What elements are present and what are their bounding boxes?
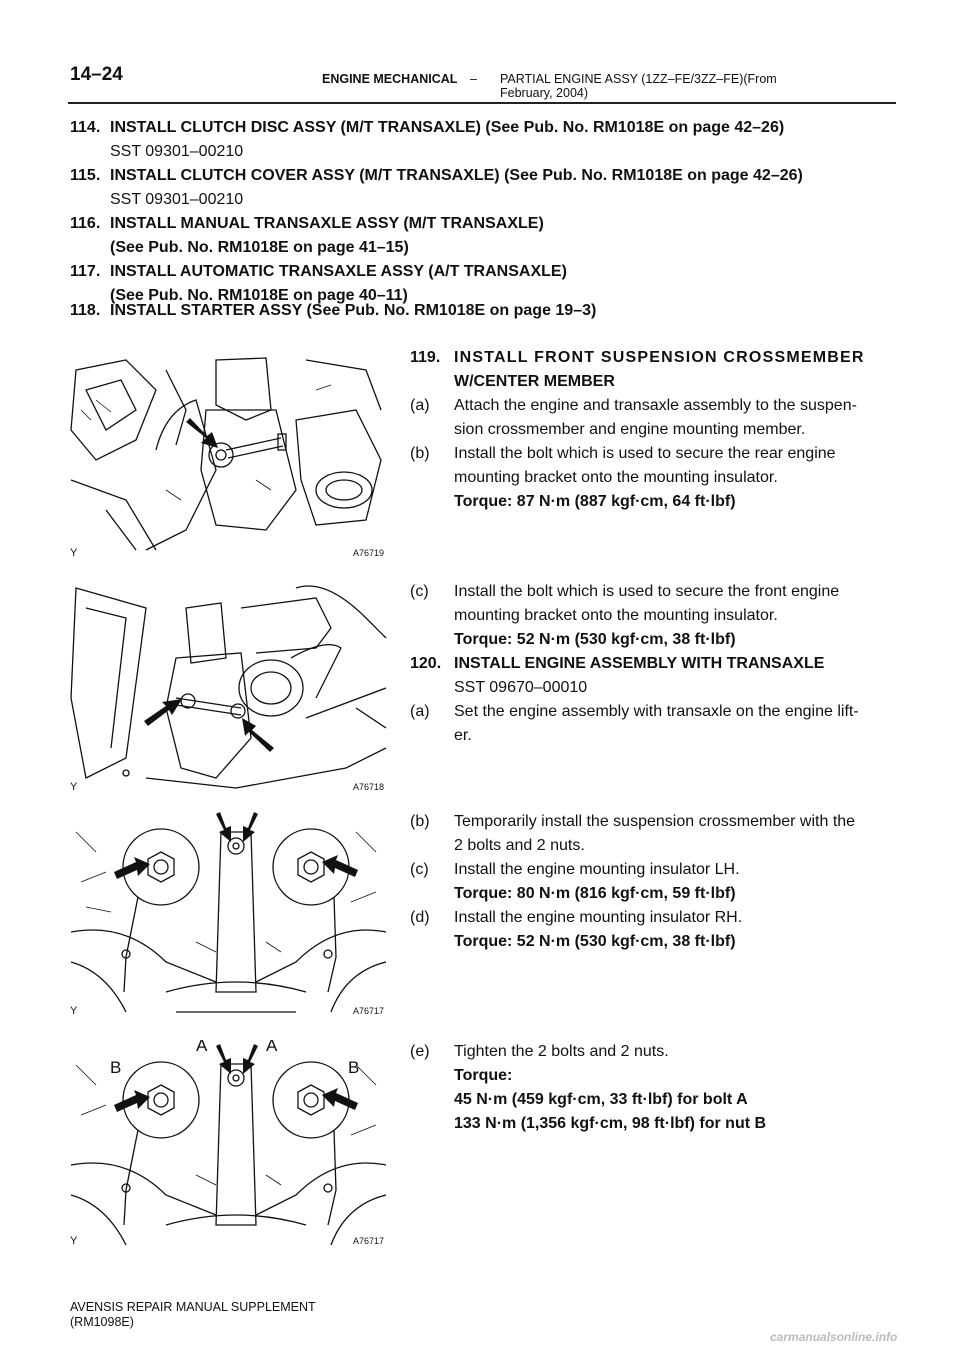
figure-front-mount-drawing bbox=[66, 578, 388, 794]
figure-3-id: A76717 bbox=[352, 1006, 384, 1016]
step-119-c-line1: Install the bolt which is used to secure the front engine bbox=[454, 583, 840, 600]
header-rule bbox=[68, 102, 896, 104]
step-115-num: 115. bbox=[70, 167, 101, 184]
step-120-sst: SST 09670–00010 bbox=[454, 679, 588, 696]
figure-4-label-a-left: A bbox=[196, 1040, 208, 1055]
figure-1-id: A76719 bbox=[352, 548, 384, 558]
header-subtitle bbox=[500, 72, 800, 100]
figure-4-corner-mark: Y bbox=[70, 1235, 78, 1247]
figure-rear-mount-drawing bbox=[66, 350, 388, 560]
step-119-a-line2: sion crossmember and engine mounting member. bbox=[454, 421, 806, 438]
step-120-e-torque-nut-b: 133 N·m (1,356 kgf·cm, 98 ft·lbf) for nut B bbox=[454, 1115, 767, 1132]
figure-4-label-b-right: B bbox=[348, 1058, 360, 1077]
figure-rear-mount bbox=[66, 350, 388, 560]
step-120-e-torque-label: Torque: bbox=[454, 1067, 513, 1084]
section-title: ENGINE MECHANICAL bbox=[322, 72, 458, 86]
footer-manual-code: (RM1098E) bbox=[70, 1315, 134, 1329]
step-115-sst: SST 09301–00210 bbox=[110, 191, 244, 208]
step-120-d-line1: Install the engine mounting insulator RH. bbox=[454, 909, 743, 926]
step-119-b-label: (b) bbox=[410, 445, 430, 462]
step-119-b-line2: mounting bracket onto the mounting insulator. bbox=[454, 469, 778, 486]
step-120-a-line2: er. bbox=[454, 727, 472, 744]
header-dash: – bbox=[470, 72, 477, 86]
step-120-num: 120. bbox=[410, 655, 442, 672]
step-120-a-label: (a) bbox=[410, 703, 430, 720]
step-119-b-torque: Torque: 87 N·m (887 kgf·cm, 64 ft·lbf) bbox=[454, 493, 736, 510]
step-116-num: 116. bbox=[70, 215, 101, 232]
step-114-text: INSTALL CLUTCH DISC ASSY (M/T TRANSAXLE) (See Pub. No. RM1018E on page 42–26) bbox=[110, 119, 785, 136]
header-subtitle-line2: February, 2004) bbox=[500, 86, 589, 100]
figure-4-id: A76717 bbox=[352, 1236, 384, 1246]
step-117-text: INSTALL AUTOMATIC TRANSAXLE ASSY (A/T TRANSAXLE) bbox=[110, 263, 567, 280]
step-120-c-label: (c) bbox=[410, 861, 429, 878]
step-120-e-torque-bolt-a: 45 N·m (459 kgf·cm, 33 ft·lbf) for bolt A bbox=[454, 1091, 748, 1108]
step-114-num: 114. bbox=[70, 119, 101, 136]
figure-4-label-a-right: A bbox=[266, 1040, 278, 1055]
step-114-sst: SST 09301–00210 bbox=[110, 143, 244, 160]
step-120-b-line2: 2 bolts and 2 nuts. bbox=[454, 837, 585, 854]
figure-2-corner-mark: Y bbox=[70, 781, 78, 793]
footer-manual-title: AVENSIS REPAIR MANUAL SUPPLEMENT bbox=[70, 1300, 316, 1314]
step-119-title-2: W/CENTER MEMBER bbox=[454, 373, 615, 390]
figure-4-label-b-left: B bbox=[110, 1058, 122, 1077]
step-120-e-line1: Tighten the 2 bolts and 2 nuts. bbox=[454, 1043, 669, 1060]
step-120-d-label: (d) bbox=[410, 909, 430, 926]
footer-watermark[interactable]: carmanualsonline.info bbox=[770, 1330, 898, 1344]
figure-crossmember-drawing bbox=[66, 812, 388, 1018]
header-subtitle-line1: PARTIAL ENGINE ASSY (1ZZ–FE/3ZZ–FE)(From bbox=[500, 72, 777, 86]
step-119-b-line1: Install the bolt which is used to secure the rear engine bbox=[454, 445, 836, 462]
figure-2-id: A76718 bbox=[352, 782, 384, 792]
step-119-num: 119. bbox=[410, 349, 441, 366]
step-119-c-line2: mounting bracket onto the mounting insulator. bbox=[454, 607, 778, 624]
step-120-c-line1: Install the engine mounting insulator LH. bbox=[454, 861, 740, 878]
step-120-b-line1: Temporarily install the suspension crossmember with the bbox=[454, 813, 856, 830]
step-116-ref: (See Pub. No. RM1018E on page 41–15) bbox=[110, 239, 409, 256]
step-119-c-label: (c) bbox=[410, 583, 429, 600]
figure-crossmember-labeled bbox=[66, 1040, 388, 1248]
step-119-title-1: INSTALL FRONT SUSPENSION CROSSMEMBER bbox=[454, 349, 865, 366]
figure-crossmember bbox=[66, 812, 388, 1018]
step-120-b-label: (b) bbox=[410, 813, 430, 830]
step-120-d-torque: Torque: 52 N·m (530 kgf·cm, 38 ft·lbf) bbox=[454, 933, 736, 950]
step-119-a-label: (a) bbox=[410, 397, 430, 414]
figure-3-corner-mark: Y bbox=[70, 1005, 78, 1017]
step-118-text: INSTALL STARTER ASSY (See Pub. No. RM1018E on page 19–3) bbox=[110, 302, 597, 319]
step-120-e-label: (e) bbox=[410, 1043, 430, 1060]
step-117-ref: (See Pub. No. RM1018E on page 40–11) bbox=[110, 287, 408, 304]
figure-front-mount bbox=[66, 578, 388, 794]
step-119-a-line1: Attach the engine and transaxle assembly to the suspen- bbox=[454, 397, 857, 414]
figure-1-corner-mark: Y bbox=[70, 547, 78, 559]
step-120-a-line1: Set the engine assembly with transaxle on the engine lift- bbox=[454, 703, 859, 720]
step-120-title: INSTALL ENGINE ASSEMBLY WITH TRANSAXLE bbox=[454, 655, 825, 672]
step-117-num: 117. bbox=[70, 263, 101, 280]
step-119-c-torque: Torque: 52 N·m (530 kgf·cm, 38 ft·lbf) bbox=[454, 631, 736, 648]
step-116-text: INSTALL MANUAL TRANSAXLE ASSY (M/T TRANSAXLE) bbox=[110, 215, 544, 232]
step-120-c-torque: Torque: 80 N·m (816 kgf·cm, 59 ft·lbf) bbox=[454, 885, 736, 902]
step-118-num: 118. bbox=[70, 302, 101, 319]
step-115-text: INSTALL CLUTCH COVER ASSY (M/T TRANSAXLE) (See Pub. No. RM1018E on page 42–26) bbox=[110, 167, 803, 184]
page-number: 14–24 bbox=[70, 64, 123, 85]
